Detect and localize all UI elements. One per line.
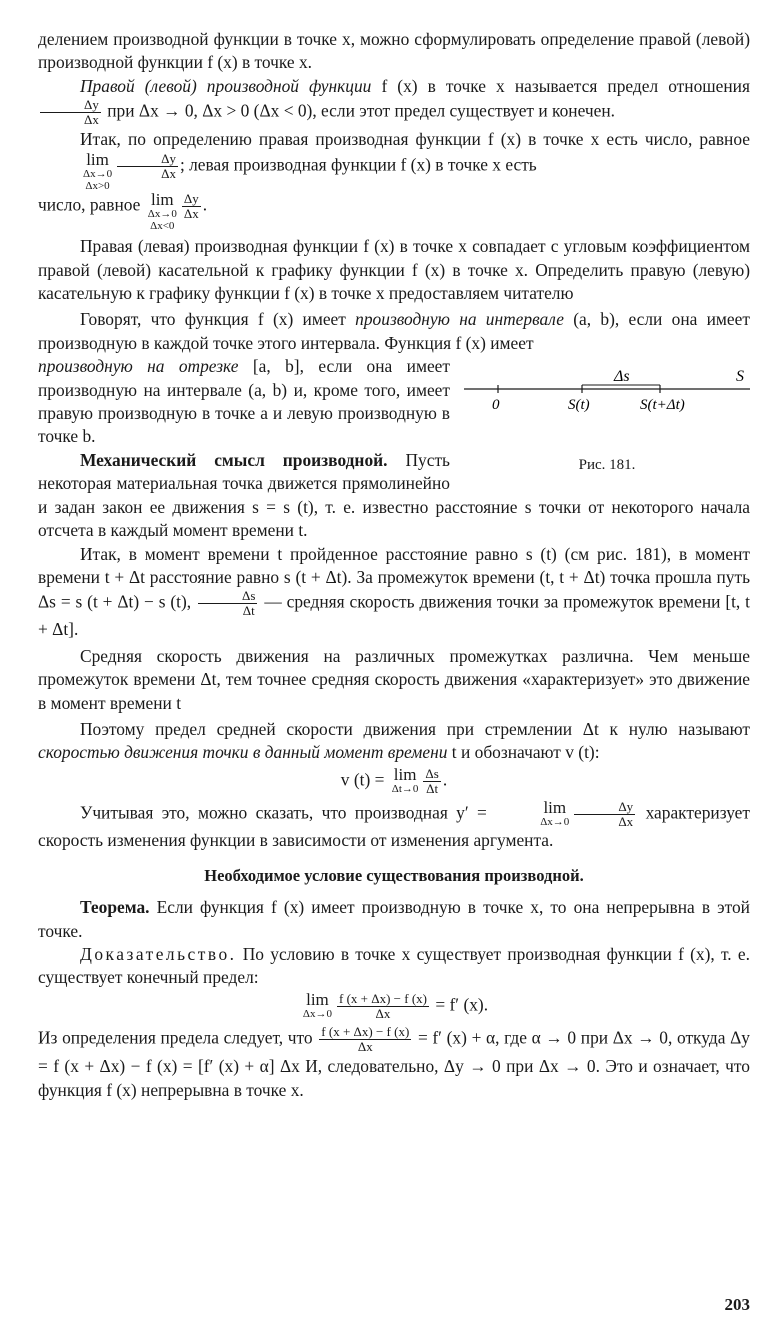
figure-181 — [464, 361, 750, 489]
label-stdt: S(t+Δt) — [640, 397, 685, 414]
page-body — [38, 28, 750, 1102]
term-proof: Доказательство. — [80, 943, 237, 964]
motion-diagram — [464, 361, 750, 449]
paragraph-mechanical-meaning: Механический смысл производной. Пусть некоторая материальная точка движется прямолинейно и задан закон ее движения s = s (t), т. е. известно расстояние s точки от некоторого начала отсчета в каждый момент времени t. — [38, 449, 750, 541]
paragraph-one-sided-limits: Итак, по определению правая производная функции f (x) в точке x есть число, равное lim Δx→0 Δx>0 $\frac{\Delta y}{\Delta x}$ ; левая производная функции f (x) в точке x есть — [38, 127, 750, 192]
paragraph-left-limit: число, равное lim Δx→0 Δx<0 $\frac{\Delta y}{\Delta x}$ . — [38, 190, 208, 233]
term-right-left-derivative: Правой (левой) производной функции — [80, 75, 372, 96]
page-number: 203 — [724, 1295, 750, 1314]
paragraph-instant-speed: Поэтому предел средней скорости движения при стремлении Δt к нулю называют скоростью движения точки в данный момент времени t и обозначают v (t): — [38, 718, 750, 763]
paragraph-interval-derivative-cont: производную на отрезке [a, b], если она имеет производную на интервале (a, b) и, кроме того, имеет правую производную в точке a и левую производную в точке b. — [38, 356, 450, 447]
paragraph-average-speed: Средняя скорость движения на различных промежутках различна. Чем меньше промежуток времени Δt, тем точнее средняя скорость движения «характеризует» это движение в момент времени t — [38, 645, 750, 713]
fraction-dy-dx: $\frac{\Delta y}{\Delta x}$ — [183, 191, 199, 222]
fraction-dy-dx: $\frac{\Delta y}{\Delta x}$ — [117, 152, 178, 181]
label-delta-s: Δs — [614, 368, 630, 386]
paragraph-intro: делением производной функции в точке x, можно сформулировать определение правой (левой) производной функции f (x) в точке x. — [38, 29, 750, 73]
formula-derivative-limit: lim Δx→0 $\frac{f (x + \Delta x) - f (x)}{\Delta x}$ = f′ (x). — [302, 989, 489, 1021]
section-heading: Необходимое условие существования производной. — [204, 866, 584, 886]
paragraph-theorem: Теорема. Если функция f (x) имеет производную в точке x, то она непрерывна в этой точке. — [38, 897, 750, 941]
term-mechanical-meaning: Механический смысл производной. — [80, 449, 388, 470]
paragraph-proof: Доказательство. По условию в точке x существует производная функции f (x), т. е. существует конечный предел: — [38, 943, 750, 988]
figure-caption: Рис. 181. — [578, 457, 636, 474]
fraction-dy-dx: $\frac{\Delta y}{\Delta x}$ — [40, 98, 101, 127]
label-zero: 0 — [492, 397, 500, 414]
term-theorem: Теорема. — [80, 897, 150, 918]
label-s-axis: S — [736, 368, 744, 386]
paragraph-tangent: Правая (левая) производная функции f (x) в точке x совпадает с угловым коэффициентом правой (левой) касательной к графику функции f (x) в точке x. Определить правую (левую) касательную к графику функции f (x) в точке x предоставляем читателю — [38, 236, 750, 304]
formula-velocity: v (t) = lim Δt→0 $\frac{\Delta s}{\Delta t}$ . — [340, 764, 448, 796]
limit-right: lim Δx→0 Δx>0 — [83, 150, 113, 193]
paragraph-interval-derivative-start: Говорят, что функция f (x) имеет производную на интервале (a, b), если она имеет производную в каждой точке этого интервала. Функция f (x) имеет — [38, 309, 750, 353]
limit-left: lim Δx→0 Δx<0 — [147, 190, 177, 233]
paragraph-path-increment: Итак, в момент времени t пройденное расстояние равно s (t) (см рис. 181), в момент времени t + Δt расстояние равно s (t + Δt). За промежуток времени (t, t + Δt) точка прошла путь Δs = s (t + Δt) − s (t), $\frac{\Delta s}{\Delta t}$ — средняя скорость движения точки за промежуток времени [t, t + Δt]. — [38, 543, 750, 640]
paragraph-right-left-derivative-def: Правой (левой) производной функции f (x) в точке x называется предел отношения $\frac{\Delta y}{\Delta x}$ при Δx → 0, Δx > 0 (Δx < 0), если этот предел существует и конечен. — [38, 75, 750, 127]
paragraph-derivative-rate: Учитывая это, можно сказать, что производная y′ = lim Δx→0 $\frac{\Delta y}{\Delta x}$ характеризует скорость изменения функции в зависимости от изменения аргумента. — [38, 797, 750, 850]
paragraph-continuity-proof: Из определения предела следует, что $\frac{f (x + \Delta x) - f (x)}{\Delta x}$ = f′ (x) + α, где α → 0 при Δx → 0, откуда Δy = f (x + Δx) − f (x) = [f′ (x) + α] Δx И, следовательно, Δy → 0 при Δx → 0. Это и означает, что функция f (x) непрерывна в точке x. — [38, 1023, 750, 1100]
label-st: S(t) — [568, 397, 590, 414]
fraction-ds-dt: $\frac{\Delta s}{\Delta t}$ — [198, 589, 257, 618]
